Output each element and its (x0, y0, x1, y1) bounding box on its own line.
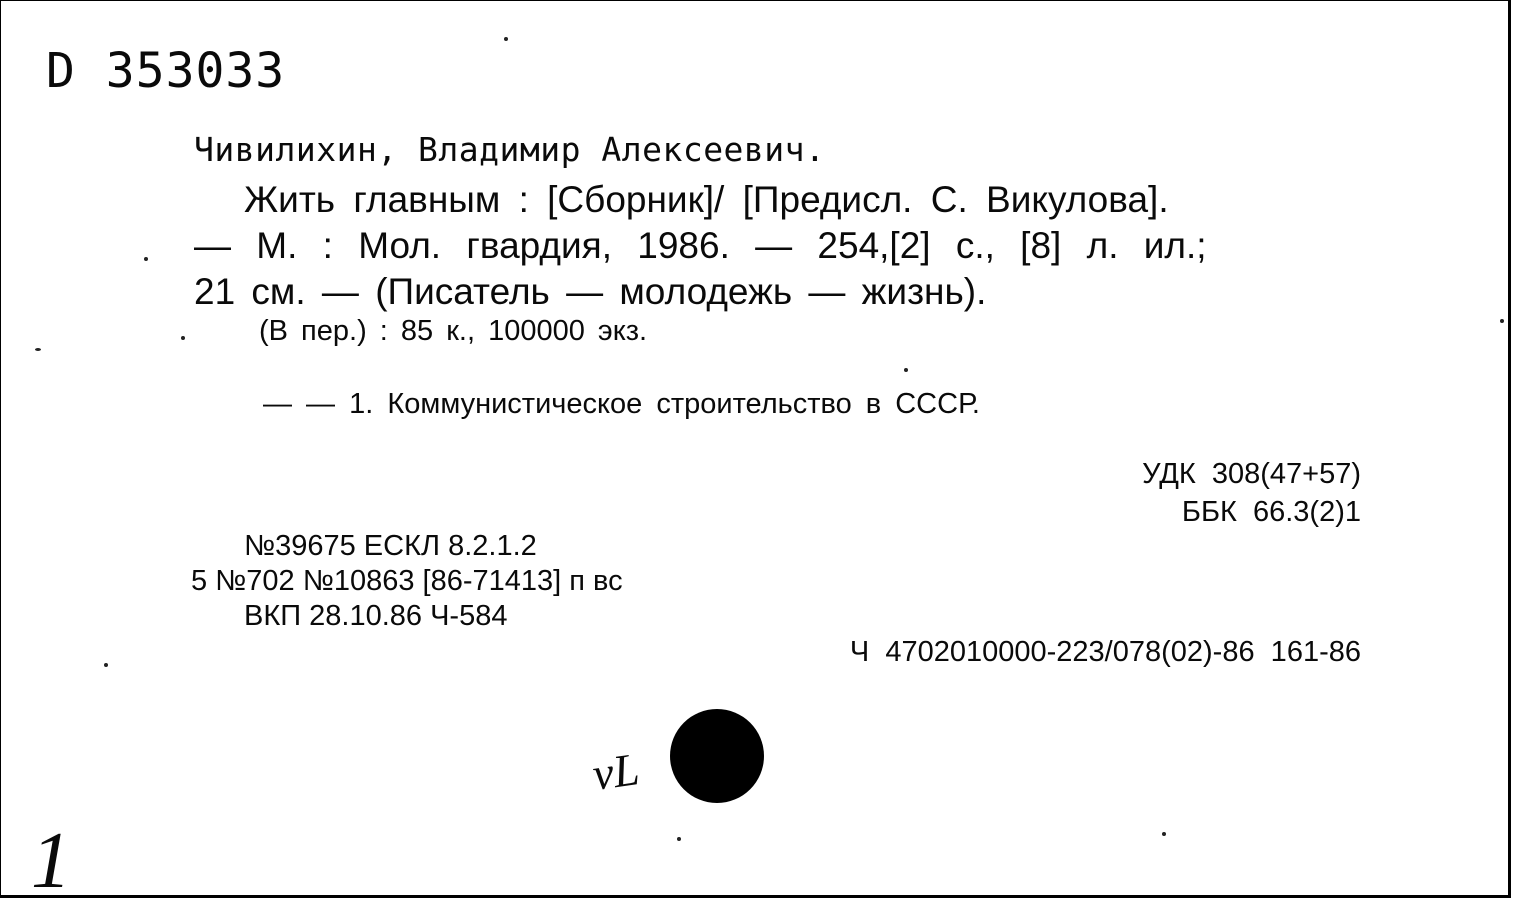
call-number: D 353033 (46, 43, 286, 99)
filled-circle-mark (670, 709, 764, 803)
record-line-3: ВКП 28.10.86 Ч-584 (244, 600, 508, 632)
title-line-2: — М. : Мол. гвардия, 1986. — 254,[2] с., [8] л. ил.; (194, 225, 1207, 266)
price-line: (В пер.) : 85 к., 100000 экз. (259, 315, 648, 347)
handwritten-count: 1 (31, 817, 71, 905)
record-line-1: №39675 ЕСКЛ 8.2.1.2 (244, 530, 537, 562)
speck (104, 663, 108, 667)
handwritten-initials: vL (589, 743, 643, 800)
speck (1162, 832, 1166, 836)
speck (677, 837, 681, 841)
subject-line: — — 1. Коммунистическое строительство в СССР. (263, 388, 980, 420)
speck (181, 336, 185, 340)
speck (504, 37, 508, 41)
author-heading: Чивилихин, Владимир Алексеевич. (194, 130, 826, 169)
bbk-code: ББК 66.3(2)1 (1181, 496, 1361, 528)
udk-code: УДК 308(47+57) (1142, 458, 1361, 490)
record-line-2: 5 №702 №10863 [86-71413] п вс (191, 565, 623, 597)
title-line-3: 21 см. — (Писатель — молодежь — жизнь). (194, 271, 987, 312)
speck (904, 368, 908, 372)
speck (144, 257, 148, 261)
speck (1500, 319, 1504, 323)
speck (35, 348, 41, 351)
isbn-line: Ч 4702010000-223/078(02)-86 161-86 (849, 636, 1361, 668)
title-line-1: Жить главным : [Сборник]/ [Предисл. С. Викулова]. (244, 179, 1169, 220)
